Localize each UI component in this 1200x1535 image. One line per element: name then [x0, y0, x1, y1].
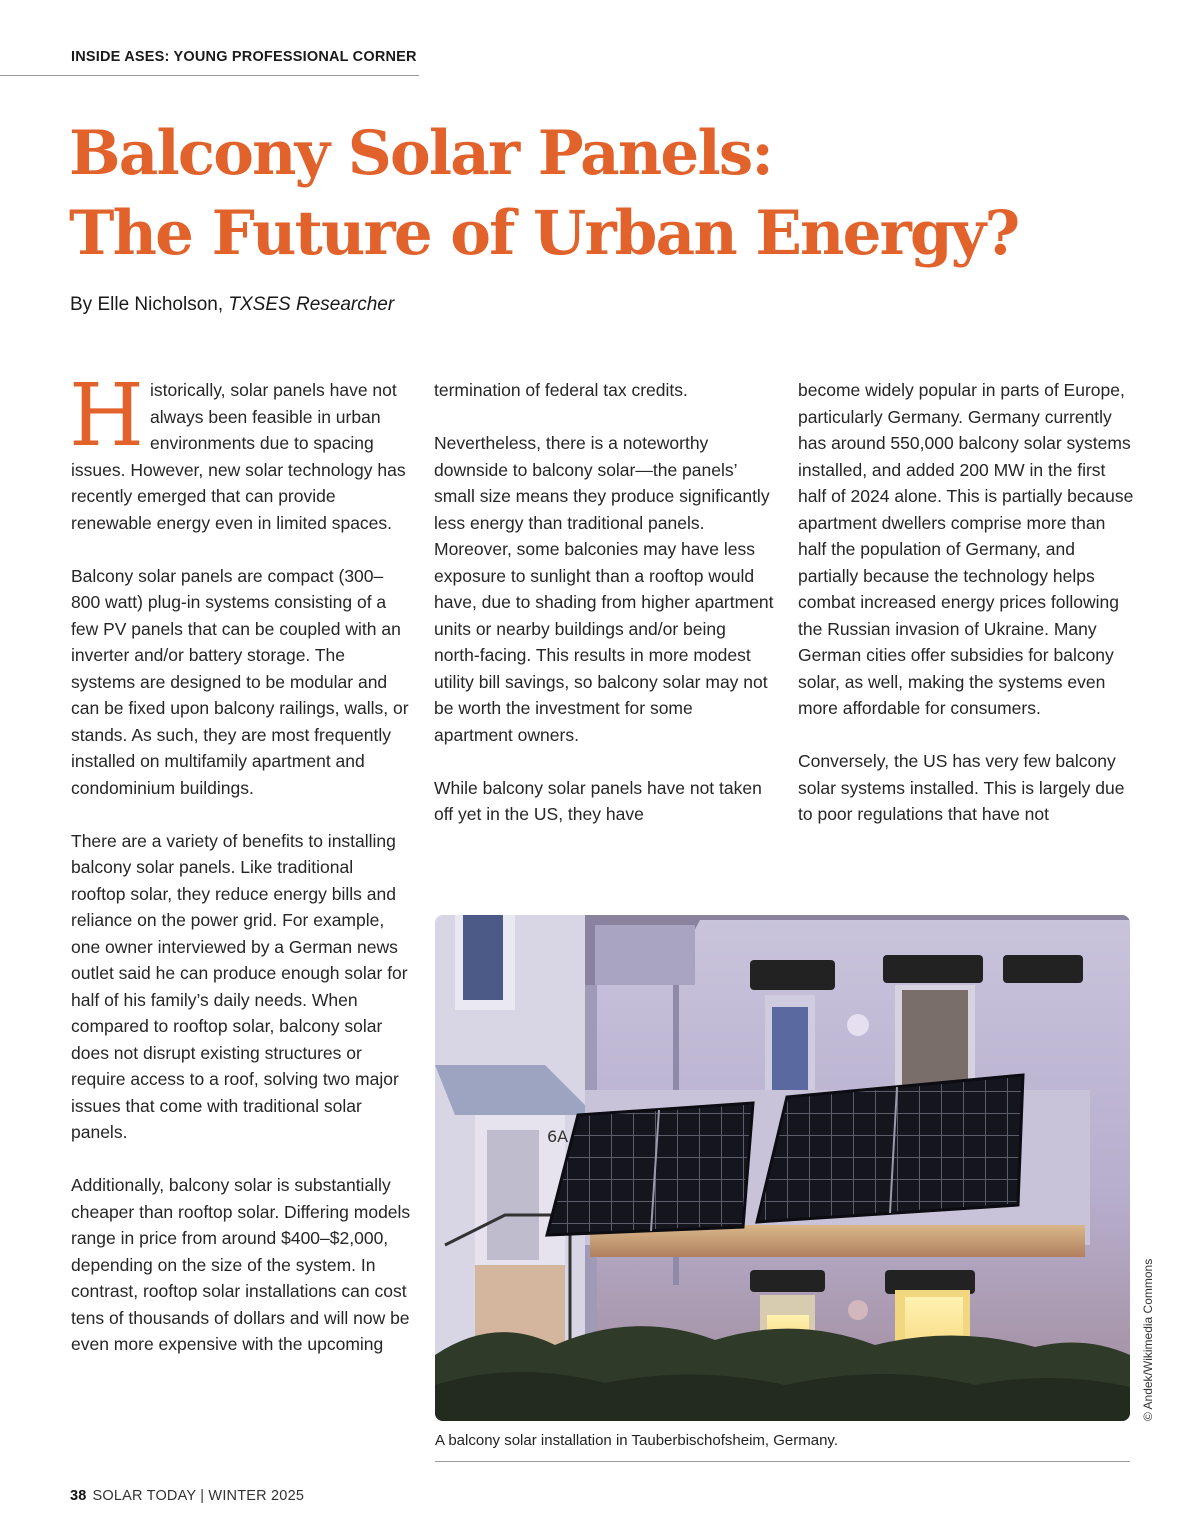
- byline-role: TXSES Researcher: [228, 294, 395, 315]
- article-column-1: [69, 366, 411, 1358]
- paragraph: Balcony solar panels are compact (300–800 watt) plug-in systems consisting of a few PV panels that can be coupled with an inverter and/or battery storage. The systems are designed to be modular and can be fixed upon balcony railings, walls, or stands. As such, they are most frequently installed on multifamily apartment and condominium buildings.: [71, 565, 409, 798]
- article-title: [69, 114, 1169, 274]
- paragraph: Additionally, balcony solar is substantially cheaper than rooftop solar. Differing models range in price from around $400–$2,000, depending on the size of the system. In contrast, rooftop solar installations can cost tens of thousands of dollars and will now be even more expensive with the upcoming: [71, 1175, 411, 1354]
- article-column-3: [798, 377, 1138, 828]
- balcony-solar-photo: [435, 915, 1130, 1421]
- section-divider: [0, 75, 419, 76]
- caption-divider: [435, 1461, 1130, 1462]
- paragraph: There are a variety of benefits to installing balcony solar panels. Like traditional rooftop solar, they reduce energy bills and reliance on the power grid. For example, one owner interviewed by a German news outlet said he can produce enough solar for half of his family’s daily needs. When compared to rooftop solar, balcony solar does not disrupt existing structures or require access to a roof, solving two major issues that come with traditional solar panels.: [71, 830, 408, 1142]
- solar-panel-left: [547, 1103, 753, 1235]
- paragraph: termination of federal tax credits.: [434, 380, 688, 400]
- byline-author: By Elle Nicholson,: [70, 294, 229, 315]
- paragraph: Conversely, the US has very few balcony solar systems installed. This is largely due to poor regulations that have not: [798, 751, 1125, 824]
- section-label: INSIDE ASES: YOUNG PROFESSIONAL CORNER: [71, 49, 417, 65]
- paragraph: become widely popular in parts of Europe, particularly Germany. Germany currently has around 550,000 balcony solar systems installed, and added 200 MW in the first half of 2024 alone. This is partially because apartment dwellers comprise more than half the population of Germany, and partially because the technology helps combat increased energy prices following the Russian invasion of Ukraine. Many German cities offer subsidies for balcony solar, as well, making the systems even more affordable for consumers.: [798, 380, 1134, 718]
- page-footer: [70, 1488, 304, 1504]
- title-line-1: Balcony Solar Panels:: [69, 118, 773, 189]
- photo-caption: A balcony solar installation in Tauberbischofsheim, Germany.: [435, 1432, 838, 1449]
- publication-name: SOLAR TODAY | WINTER 2025: [92, 1488, 305, 1504]
- paragraph: Nevertheless, there is a noteworthy downside to balcony solar—the panels’ small size means they produce significantly less energy than traditional panels. Moreover, some balconies may have less exposure to sunlight than a rooftop would have, due to shading from higher apartment units or nearby buildings and/or being north-facing. This results in more modest utility bill savings, so balcony solar may not be worth the investment for some apartment owners.: [434, 433, 774, 745]
- drop-cap: H: [69, 366, 144, 466]
- paragraph: While balcony solar panels have not taken off yet in the US, they have: [434, 777, 762, 824]
- title-line-2: The Future of Urban Energy?: [69, 198, 1019, 269]
- solar-panel-right: [757, 1075, 1023, 1222]
- paragraph: [69, 366, 411, 536]
- photo-credit: © Andek/Wikimedia Commons: [1141, 1258, 1155, 1421]
- article-column-2: [434, 377, 774, 828]
- paragraph-text: istorically, solar panels have not always been feasible in urban environments due to spacing issues. However, new solar technology has recently emerged that can provide renewable energy even in limited spaces.: [71, 380, 406, 533]
- page-number: 38: [70, 1488, 87, 1504]
- door-number: 6A: [547, 1127, 569, 1146]
- byline: [70, 294, 394, 316]
